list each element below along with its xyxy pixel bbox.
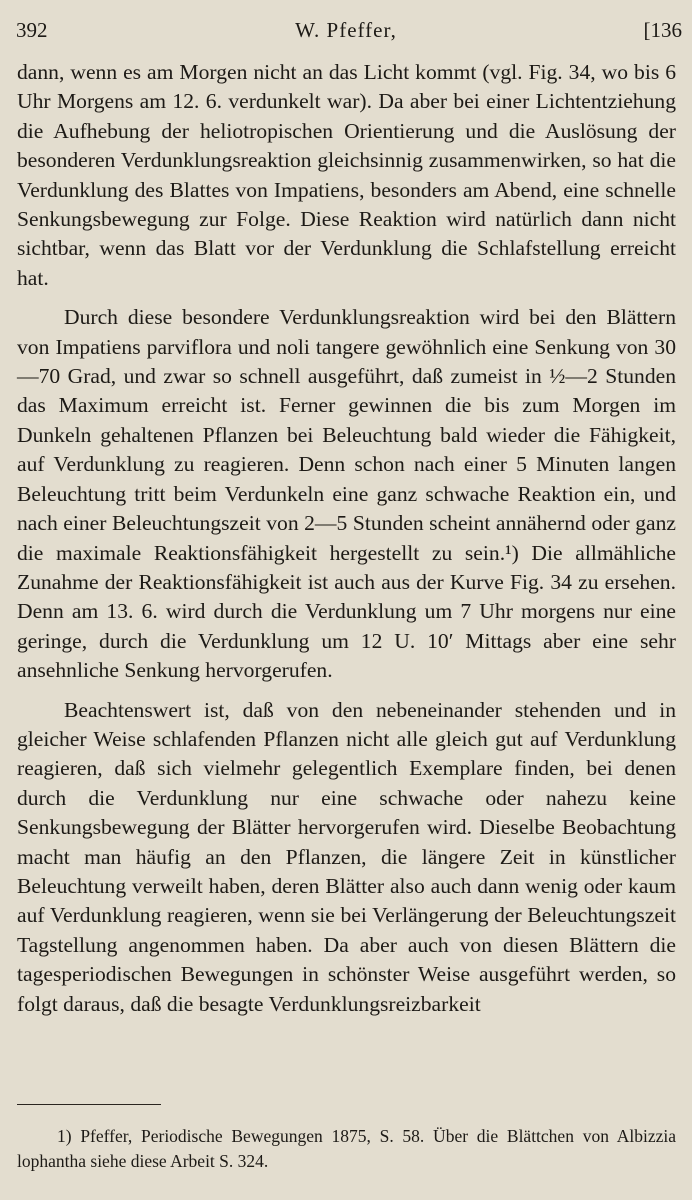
- paragraph: Beachtenswert ist, daß von den nebeneinander stehenden und in gleicher Weise schlafenden Pflanzen nicht alle gleich gut auf Verdunklung reagieren, daß sich vielmehr gelegentlich Exemplare finden, bei denen durch die Verdunklung nur eine schwache oder nahezu keine Senkungsbewegung der Blätter hervorgerufen wird. Dieselbe Beobachtung macht man häufig an den Pflanzen, die längere Zeit in künstlicher Beleuchtung verweilt haben, deren Blätter also auch dann wenig oder kaum auf Verdunklung reagieren, wenn sie bei Verlängerung der Beleuchtungszeit Tagstellung angenommen haben. Da aber auch von diesen Blättern die tagesperiodischen Bewegungen in schönster Weise ausgeführt werden, so folgt daraus, daß die besagte Verdunklungsreizbarkeit: [17, 697, 676, 1016]
- running-title: W. Pfeffer,: [295, 18, 397, 42]
- running-header: [0, 12, 692, 48]
- footnote-text: 1) Pfeffer, Periodische Bewegungen 1875, S. 58. Über die Blättchen von Albizzia lophantha siehe diese Arbeit S. 324.: [17, 1126, 676, 1171]
- footnote-divider: [17, 1104, 161, 1105]
- body-text: [17, 58, 676, 1029]
- bracketed-page-reference: [136: [643, 18, 682, 42]
- paragraph-continued: dann, wenn es am Morgen nicht an das Licht kommt (vgl. Fig. 34, wo bis 6 Uhr Morgens am 12. 6. verdunkelt war). Da aber bei einer Lichtentziehung die Aufhebung der heliotropischen Orientierung und die Auslösung der besonderen Verdunklungsreaktion gleichsinnig zusammenwirken, so hat die Verdunklung des Blattes von Impatiens, besonders am Abend, eine schnelle Senkungsbewegung zur Folge. Diese Reaktion wird natürlich dann nicht sichtbar, wenn das Blatt vor der Verdunklung die Schlafstellung erreicht hat.: [17, 60, 676, 290]
- paragraph: Durch diese besondere Verdunklungsreaktion wird bei den Blättern von Impatiens parviflora und noli tangere gewöhnlich eine Senkung von 30—70 Grad, und zwar so schnell ausgeführt, daß zumeist in ½—2 Stunden das Maximum erreicht ist. Ferner gewinnen die bis zum Morgen im Dunkeln gehaltenen Pflanzen bei Beleuchtung bald wieder die Fähigkeit, auf Verdunklung zu reagieren. Denn schon nach einer 5 Minuten langen Beleuchtung tritt beim Verdunkeln eine ganz schwache Reaktion ein, und nach einer Beleuchtungszeit von 2—5 Stunden scheint annähernd oder ganz die maximale Reaktionsfähigkeit hergestellt zu sein.¹) Die allmähliche Zunahme der Reaktionsfähigkeit ist auch aus der Kurve Fig. 34 zu ersehen. Denn am 13. 6. wird durch die Verdunklung um 7 Uhr morgens nur eine geringe, durch die Verdunklung um 12 U. 10′ Mittags aber eine sehr ansehnliche Senkung hervorgerufen.: [17, 305, 676, 683]
- page-number: 392: [16, 18, 48, 42]
- footnote: [17, 1124, 676, 1173]
